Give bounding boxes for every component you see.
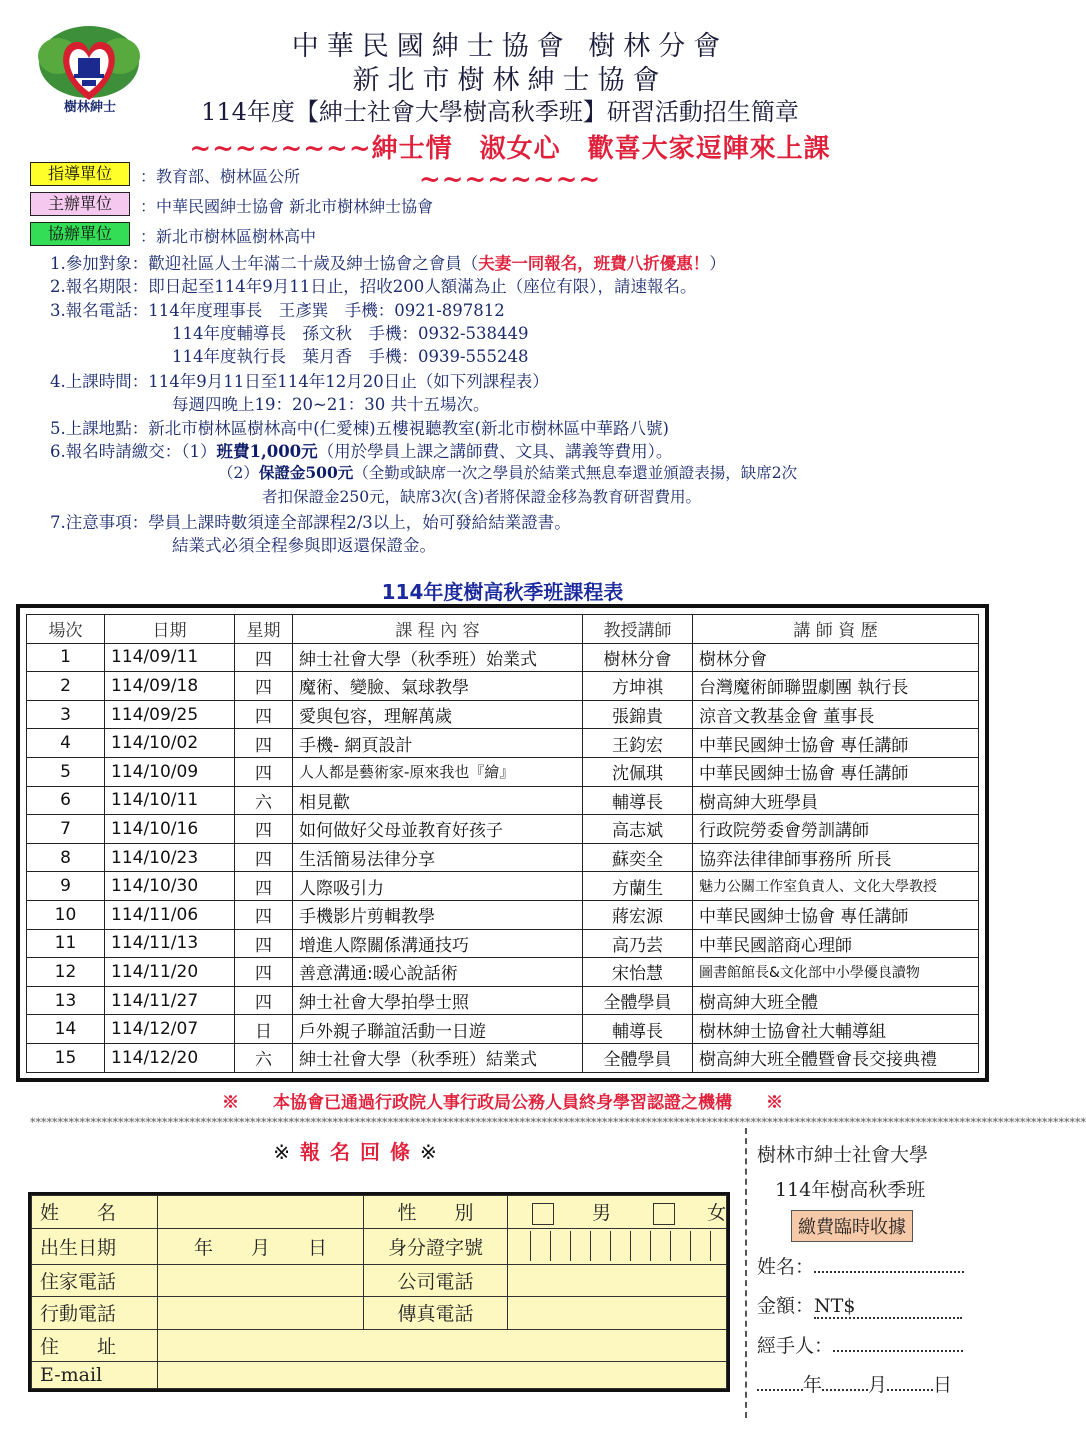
cell-weekday: 四	[235, 672, 293, 701]
receipt-name-row: 姓名：	[757, 1252, 985, 1279]
col-header-credentials: 講 師 資 歷	[693, 615, 979, 644]
receipt-handler-row: 經手人：	[757, 1331, 985, 1358]
cell-session: 4	[27, 729, 105, 758]
info-item-6-fee: 6.報名時請繳交：（1）班費1,000元（用於學員上課之講師費、文具、講義等費用）。	[50, 442, 673, 461]
cell-session: 1	[27, 643, 105, 672]
cell-course: 戶外親子聯誼活動一日遊	[293, 1015, 583, 1044]
cell-course: 人際吸引力	[293, 872, 583, 901]
cell-credentials: 樹林紳士協會社大輔導組	[693, 1015, 979, 1044]
cell-credentials: 圖書館館長&文化部中小學優良讀物	[693, 958, 979, 987]
cell-course: 紳士社會大學（秋季班）始業式	[293, 643, 583, 672]
receipt-name-field[interactable]	[814, 1271, 964, 1273]
cell-lecturer: 方坤祺	[583, 672, 693, 701]
table-row	[27, 729, 979, 758]
address-field[interactable]	[158, 1329, 727, 1362]
cell-lecturer: 輔導長	[583, 786, 693, 815]
cell-date: 114/10/23	[105, 843, 235, 872]
gender-label: 性 別	[364, 1196, 508, 1229]
cell-session: 14	[27, 1015, 105, 1044]
cell-session: 5	[27, 757, 105, 786]
cell-weekday: 六	[235, 1043, 293, 1072]
cell-credentials: 中華民國紳士協會 專任講師	[693, 729, 979, 758]
receipt-date-row: 年 月 日	[757, 1370, 985, 1397]
form-row-email	[32, 1362, 727, 1389]
info-item-1: 1.參加對象：歡迎社區人士年滿二十歲及紳士協會之會員（夫妻一同報名，班費八折優惠！）	[50, 254, 726, 273]
cell-course: 增進人際關係溝通技巧	[293, 929, 583, 958]
organizer-text: ：中華民國紳士協會 新北市樹林紳士協會	[140, 197, 434, 216]
cell-weekday: 四	[235, 700, 293, 729]
cell-date: 114/10/02	[105, 729, 235, 758]
cell-date: 114/11/20	[105, 958, 235, 987]
birth-label: 出生日期	[32, 1228, 158, 1264]
info-item-2: 2.報名期限：即日起至114年9月11日止，招收200人額滿為止（座位有限），請速報名。	[50, 277, 697, 296]
temporary-receipt	[745, 1128, 985, 1418]
cell-credentials: 行政院勞委會勞訓講師	[693, 815, 979, 844]
cell-lecturer: 方蘭生	[583, 872, 693, 901]
cell-session: 15	[27, 1043, 105, 1072]
cell-course: 紳士社會大學拍學士照	[293, 986, 583, 1015]
id-number-field[interactable]	[508, 1228, 727, 1264]
cell-date: 114/10/09	[105, 757, 235, 786]
gender-field	[508, 1196, 727, 1229]
cell-weekday: 四	[235, 843, 293, 872]
col-header-course: 課 程 內 容	[293, 615, 583, 644]
table-row	[27, 1015, 979, 1044]
table-row	[27, 672, 979, 701]
schedule-header-row	[27, 615, 979, 644]
cell-lecturer: 高志斌	[583, 815, 693, 844]
female-label: 女	[707, 1202, 727, 1225]
registration-slip-title: ※報名回條※	[273, 1140, 447, 1164]
cell-date: 114/10/16	[105, 815, 235, 844]
cell-course: 紳士社會大學（秋季班）結業式	[293, 1043, 583, 1072]
home-phone-field[interactable]	[158, 1264, 364, 1297]
table-row	[27, 843, 979, 872]
form-row-birth	[32, 1228, 727, 1264]
cell-course: 如何做好父母並教育好孩子	[293, 815, 583, 844]
cut-line-divider: ************************************************************************************************************************************************************************************************	[30, 1116, 1086, 1129]
name-label: 姓 名	[32, 1196, 158, 1229]
cell-credentials: 樹高紳大班學員	[693, 786, 979, 815]
cell-course: 愛與包容，理解萬歲	[293, 700, 583, 729]
form-row-name	[32, 1196, 727, 1229]
receipt-class: 114年樹高秋季班	[775, 1179, 926, 1201]
office-phone-label: 公司電話	[364, 1264, 508, 1297]
cell-course: 魔術、變臉、氣球教學	[293, 672, 583, 701]
cell-date: 114/11/06	[105, 900, 235, 929]
cell-date: 114/12/20	[105, 1043, 235, 1072]
co-organizer-tag: 協辦單位	[30, 222, 130, 246]
cell-session: 12	[27, 958, 105, 987]
cell-credentials: 中華民國諮商心理師	[693, 929, 979, 958]
cell-weekday: 四	[235, 986, 293, 1015]
cell-credentials: 台灣魔術師聯盟劇團 執行長	[693, 672, 979, 701]
table-row	[27, 872, 979, 901]
col-header-lecturer: 教授講師	[583, 615, 693, 644]
cell-credentials: 樹林分會	[693, 643, 979, 672]
cell-lecturer: 宋怡慧	[583, 958, 693, 987]
home-phone-label: 住家電話	[32, 1264, 158, 1297]
address-label: 住 址	[32, 1329, 158, 1362]
cell-lecturer: 全體學員	[583, 986, 693, 1015]
cell-course: 人人都是藝術家-原來我也『繪』	[293, 757, 583, 786]
cell-lecturer: 輔導長	[583, 1015, 693, 1044]
cell-credentials: 中華民國紳士協會 專任講師	[693, 757, 979, 786]
cell-credentials: 涼音文教基金會 董事長	[693, 700, 979, 729]
schedule-table-frame	[16, 604, 989, 1082]
info-item-3a: 3.報名電話：114年度理事長 王彥巽 手機：0921-897812	[50, 301, 505, 320]
cell-session: 2	[27, 672, 105, 701]
col-header-session: 場次	[27, 615, 105, 644]
table-row	[27, 900, 979, 929]
cell-session: 10	[27, 900, 105, 929]
info-item-3c: 114年度執行長 葉月香 手機：0939-555248	[172, 347, 529, 366]
slogan: ~~~~~~~~紳士情 淑女心 歡喜大家逗陣來上課~~~~~~~~	[189, 134, 831, 195]
fax-field[interactable]	[508, 1297, 727, 1330]
cell-date: 114/11/27	[105, 986, 235, 1015]
receipt-handler-field[interactable]	[833, 1350, 963, 1352]
birth-field[interactable]: 年 月 日	[158, 1228, 364, 1264]
cell-session: 9	[27, 872, 105, 901]
office-phone-field[interactable]	[508, 1264, 727, 1297]
receipt-amount-field[interactable]: NT$	[814, 1295, 962, 1319]
info-item-6-deposit-note: 者扣保證金250元，缺席3次(含)者將保證金移為教育研習費用。	[262, 488, 702, 506]
cell-course: 善意溝通:暖心說話術	[293, 958, 583, 987]
cell-lecturer: 王鈞宏	[583, 729, 693, 758]
cell-weekday: 四	[235, 929, 293, 958]
info-item-7a: 7.注意事項：學員上課時數須達全部課程2/3以上，始可發給結業證書。	[50, 513, 571, 532]
cell-session: 7	[27, 815, 105, 844]
cell-lecturer: 樹林分會	[583, 643, 693, 672]
cell-credentials: 樹高紳大班全體	[693, 986, 979, 1015]
cell-weekday: 日	[235, 1015, 293, 1044]
email-field[interactable]	[158, 1362, 727, 1389]
table-row	[27, 786, 979, 815]
org-title-1: 中華民國紳士協會 樹林分會	[291, 31, 729, 62]
male-checkbox[interactable]	[532, 1203, 554, 1225]
cell-date: 114/10/30	[105, 872, 235, 901]
cell-date: 114/10/11	[105, 786, 235, 815]
cell-course: 生活簡易法律分享	[293, 843, 583, 872]
guiding-unit-text: ：教育部、樹林區公所	[140, 167, 301, 186]
cell-weekday: 四	[235, 815, 293, 844]
brochure-title: 114年度【紳士社會大學樹高秋季班】研習活動招生簡章	[201, 98, 799, 126]
cell-credentials: 協弈法律律師事務所 所長	[693, 843, 979, 872]
table-row	[27, 700, 979, 729]
cell-session: 13	[27, 986, 105, 1015]
cell-credentials: 中華民國紳士協會 專任講師	[693, 900, 979, 929]
cell-date: 114/09/11	[105, 643, 235, 672]
form-row-phone	[32, 1264, 727, 1297]
registration-form	[28, 1192, 730, 1392]
cell-weekday: 六	[235, 786, 293, 815]
name-field[interactable]	[158, 1196, 364, 1229]
cell-lecturer: 張錦貴	[583, 700, 693, 729]
co-organizer-text: ：新北市樹林區樹林高中	[140, 227, 317, 246]
cell-course: 手機影片剪輯教學	[293, 900, 583, 929]
id-label: 身分證字號	[364, 1228, 508, 1264]
receipt-amount-row: 金額：NT$	[757, 1291, 985, 1319]
cell-lecturer: 沈佩琪	[583, 757, 693, 786]
col-header-weekday: 星期	[235, 615, 293, 644]
cell-weekday: 四	[235, 900, 293, 929]
cell-weekday: 四	[235, 729, 293, 758]
logo-caption: 樹林紳士	[63, 100, 116, 115]
info-item-7b: 結業式必須全程參與即返還保證金。	[172, 536, 436, 555]
cell-date: 114/09/18	[105, 672, 235, 701]
table-row	[27, 815, 979, 844]
table-row	[27, 986, 979, 1015]
email-label: E-mail	[32, 1362, 158, 1389]
cell-lecturer: 高乃芸	[583, 929, 693, 958]
receipt-badge: 繳費臨時收據	[791, 1210, 913, 1242]
cell-weekday: 四	[235, 872, 293, 901]
cell-weekday: 四	[235, 643, 293, 672]
schedule-table	[26, 614, 979, 1073]
cell-session: 6	[27, 786, 105, 815]
cell-lecturer: 蘇奕全	[583, 843, 693, 872]
receipt-org: 樹林市紳士社會大學	[757, 1144, 929, 1166]
mobile-field[interactable]	[158, 1297, 364, 1330]
cell-weekday: 四	[235, 958, 293, 987]
table-row	[27, 1043, 979, 1072]
cell-lecturer: 全體學員	[583, 1043, 693, 1072]
organizer-tag: 主辦單位	[30, 192, 130, 216]
cell-course: 相見歡	[293, 786, 583, 815]
form-row-address	[32, 1329, 727, 1362]
mobile-label: 行動電話	[32, 1297, 158, 1330]
col-header-date: 日期	[105, 615, 235, 644]
cell-date: 114/11/13	[105, 929, 235, 958]
cell-date: 114/09/25	[105, 700, 235, 729]
info-item-5: 5.上課地點：新北市樹林區樹林高中(仁愛棟)五樓視聽教室(新北市樹林區中華路八號)	[50, 419, 669, 438]
fax-label: 傳真電話	[364, 1297, 508, 1330]
cell-session: 11	[27, 929, 105, 958]
guiding-unit-tag: 指導單位	[30, 162, 130, 186]
cell-course: 手機- 網頁設計	[293, 729, 583, 758]
table-row	[27, 757, 979, 786]
female-checkbox[interactable]	[653, 1203, 675, 1225]
table-row	[27, 958, 979, 987]
org-title-2: 新北市樹林紳士協會	[352, 65, 668, 96]
cell-session: 8	[27, 843, 105, 872]
info-item-4a: 4.上課時間：114年9月11日至114年12月20日止（如下列課程表）	[50, 372, 549, 391]
cell-credentials: 魅力公關工作室負責人、文化大學教授	[693, 872, 979, 901]
cell-session: 3	[27, 700, 105, 729]
certification-notice: ※ 本協會已通過行政院人事行政局公務人員終身學習認證之機構 ※	[222, 1093, 783, 1113]
form-row-mobile	[32, 1297, 727, 1330]
info-item-6-deposit: （2）保證金500元（全勤或缺席一次之學員於結業式無息奉還並頒證表揚，缺席2次	[218, 463, 798, 482]
info-item-3b: 114年度輔導長 孫文秋 手機：0932-538449	[172, 324, 529, 343]
cell-weekday: 四	[235, 757, 293, 786]
cell-lecturer: 蔣宏源	[583, 900, 693, 929]
cell-date: 114/12/07	[105, 1015, 235, 1044]
table-row	[27, 929, 979, 958]
male-label: 男	[592, 1202, 612, 1225]
info-item-4b: 每週四晚上19：20~21：30 共十五場次。	[172, 395, 490, 414]
cell-credentials: 樹高紳大班全體暨會長交接典禮	[693, 1043, 979, 1072]
table-row	[27, 643, 979, 672]
schedule-title: 114年度樹高秋季班課程表	[381, 580, 624, 604]
